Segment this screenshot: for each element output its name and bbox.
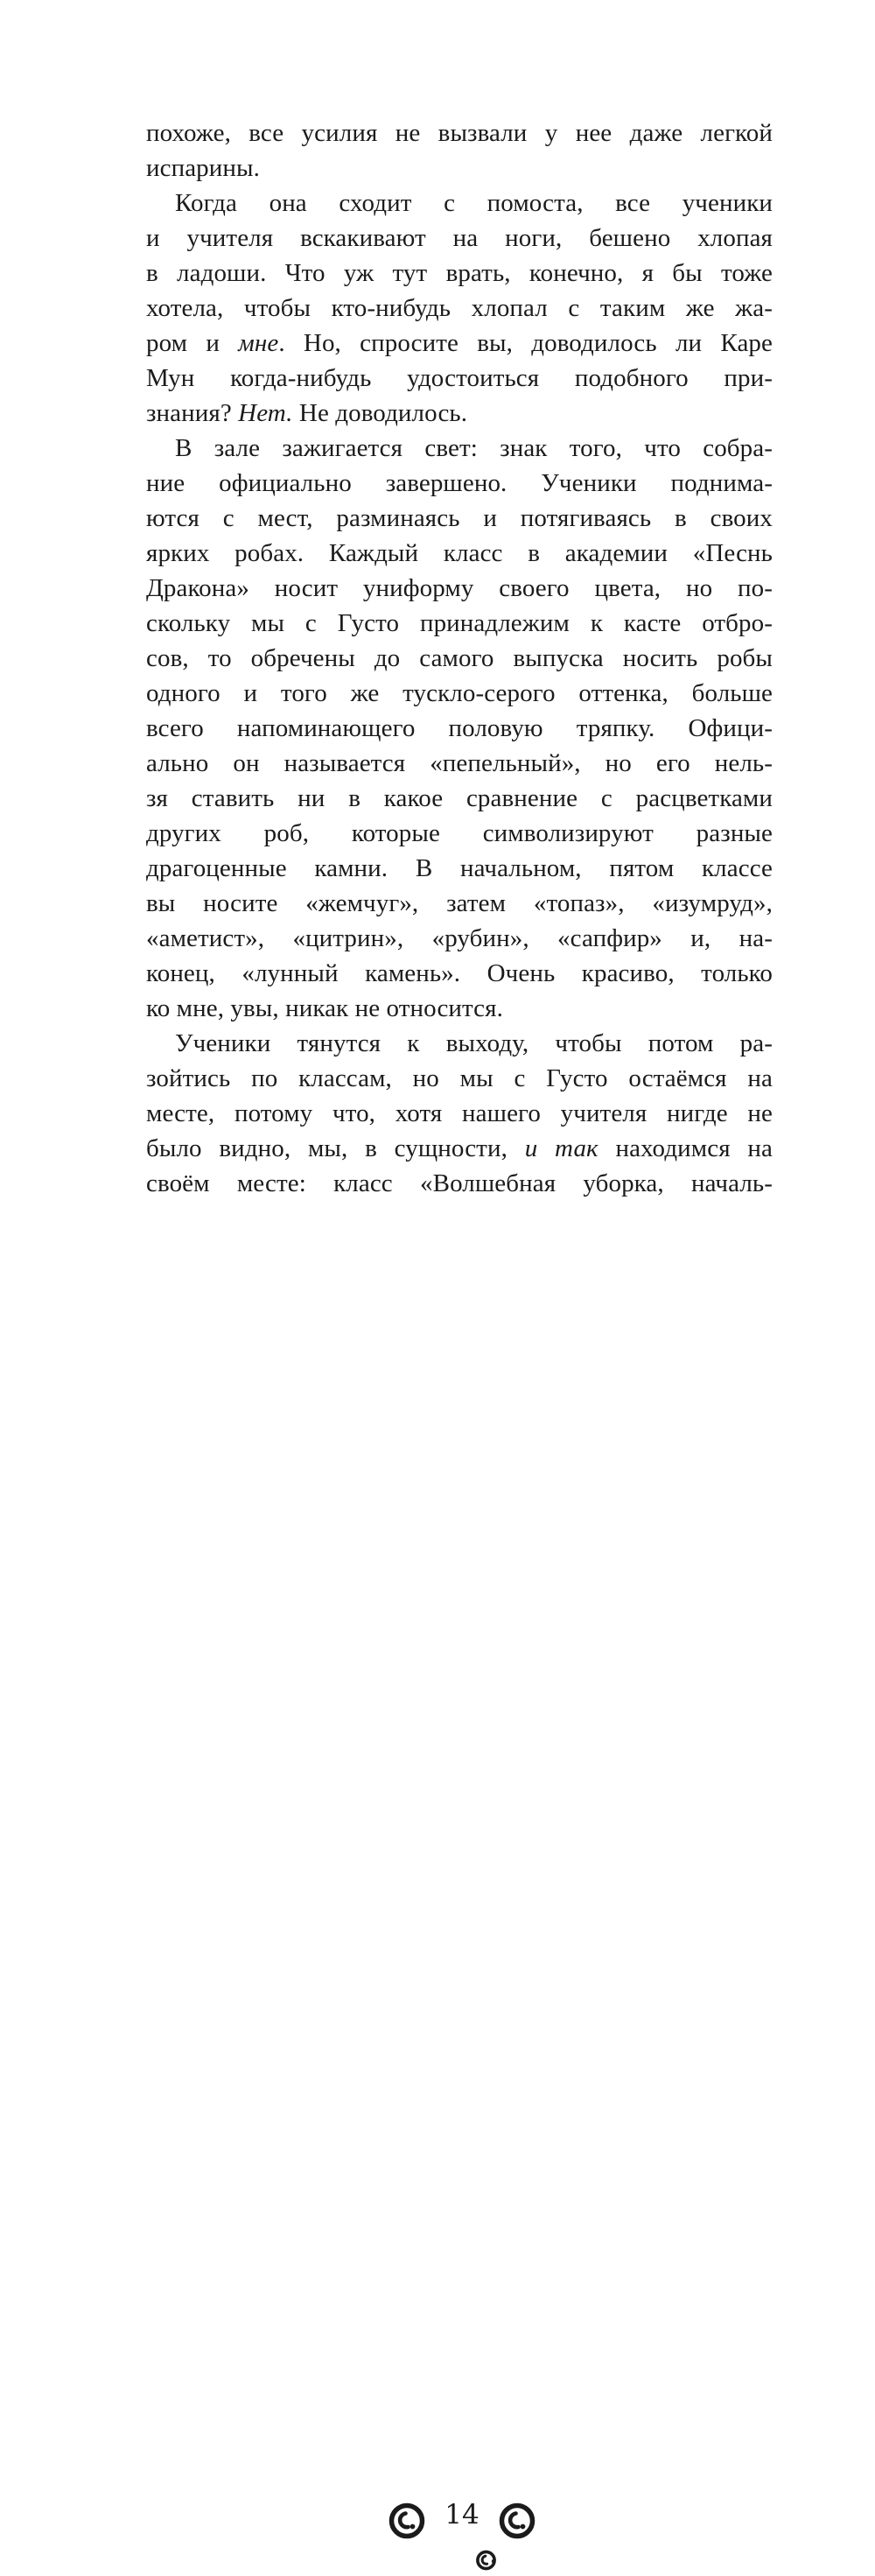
text-segment: ко мне, увы, никак не относится. bbox=[146, 994, 503, 1022]
text-segment: скольку мы с Густо принадлежим к касте отбро- bbox=[146, 609, 773, 637]
text-line bbox=[146, 431, 773, 466]
text-line bbox=[146, 886, 773, 921]
text-line bbox=[146, 501, 773, 536]
text-segment: ром и bbox=[146, 329, 239, 357]
text-segment: В зале зажигается свет: знак того, что собра- bbox=[175, 434, 773, 462]
text-line bbox=[146, 1131, 773, 1166]
text-segment: зя ставить ни в какое сравнение с расцветками bbox=[146, 784, 773, 812]
text-segment: зойтись по классам, но мы с Густо остаёмся на bbox=[146, 1064, 773, 1092]
text-line bbox=[146, 956, 773, 991]
text-line bbox=[146, 641, 773, 676]
text-line bbox=[146, 396, 773, 431]
text-segment: ются с мест, разминаясь и потягиваясь в своих bbox=[146, 504, 773, 532]
crescent-circle-left-icon bbox=[388, 2502, 425, 2544]
text-line bbox=[146, 1166, 773, 1201]
text-segment: похоже, все усилия не вызвали у нее даже легкой bbox=[146, 119, 773, 147]
text-line bbox=[146, 116, 773, 151]
text-segment: сов, то обречены до самого выпуска носить робы bbox=[146, 644, 773, 672]
text-segment: хотела, чтобы кто-нибудь хлопал с таким же жа- bbox=[146, 294, 773, 322]
text-line bbox=[146, 186, 773, 221]
text-line bbox=[146, 256, 773, 291]
text-line bbox=[146, 711, 773, 746]
text-segment: драгоценные камни. В начальном, пятом классе bbox=[146, 854, 773, 882]
text-line bbox=[146, 921, 773, 956]
text-line bbox=[146, 1026, 773, 1061]
text-segment: Когда она сходит с помоста, все ученики bbox=[175, 189, 773, 217]
italic-text-segment: мне bbox=[238, 329, 279, 357]
text-line bbox=[146, 816, 773, 851]
text-line bbox=[146, 291, 773, 326]
text-segment: ярких робах. Каждый класс в академии «Песнь bbox=[146, 539, 773, 567]
text-line bbox=[146, 221, 773, 256]
text-segment: своём месте: класс «Волшебная уборка, началь- bbox=[146, 1169, 773, 1197]
text-segment: испарины. bbox=[146, 154, 260, 182]
text-segment: . Но, спросите вы, доводилось ли Каре bbox=[278, 329, 774, 357]
text-line bbox=[146, 571, 773, 606]
text-segment: Не доводилось. bbox=[292, 399, 468, 427]
text-segment: Ученики тянутся к выходу, чтобы потом ра- bbox=[175, 1029, 773, 1057]
text-line bbox=[146, 1061, 773, 1096]
text-line bbox=[146, 606, 773, 641]
text-segment: ально он называется «пепельный», но его нель- bbox=[146, 749, 773, 777]
text-segment: Дракона» носит униформу своего цвета, но по- bbox=[146, 574, 773, 602]
text-line bbox=[146, 466, 773, 501]
text-line bbox=[146, 851, 773, 886]
text-segment: вы носите «жемчуг», затем «топаз», «изумруд», bbox=[146, 889, 773, 917]
text-segment: месте, потому что, хотя нашего учителя нигде не bbox=[146, 1099, 773, 1127]
text-segment: и учителя вскакивают на ноги, бешено хлопая bbox=[146, 224, 773, 252]
crescent-circle-right-icon bbox=[499, 2502, 536, 2544]
text-line bbox=[146, 326, 773, 361]
text-line bbox=[146, 991, 773, 1026]
text-segment: было видно, мы, в сущности, bbox=[146, 1134, 525, 1162]
italic-text-segment: и так bbox=[524, 1134, 598, 1162]
text-line bbox=[146, 781, 773, 816]
text-line bbox=[146, 746, 773, 781]
text-segment: находимся на bbox=[598, 1134, 774, 1162]
text-segment: знания? bbox=[146, 399, 239, 427]
text-segment: одного и того же тускло-серого оттенка, больше bbox=[146, 679, 773, 707]
text-segment: конец, «лунный камень». Очень красиво, только bbox=[146, 959, 773, 987]
text-segment: в ладоши. Что уж тут врать, конечно, я бы тоже bbox=[146, 259, 773, 287]
text-line bbox=[146, 151, 773, 186]
text-segment: Мун когда-нибудь удостоиться подобного при- bbox=[146, 364, 773, 392]
text-segment: всего напоминающего половую тряпку. Офици- bbox=[146, 714, 773, 742]
text-line bbox=[146, 1096, 773, 1131]
crescent-circle-small-icon bbox=[475, 2549, 498, 2576]
text-line bbox=[146, 536, 773, 571]
page-text bbox=[146, 116, 773, 1201]
text-segment: «аметист», «цитрин», «рубин», «сапфир» и, на- bbox=[146, 924, 773, 952]
italic-text-segment: Нет. bbox=[238, 399, 293, 427]
text-segment: других роб, которые символизируют разные bbox=[146, 819, 773, 847]
page-footer bbox=[0, 1247, 875, 2530]
text-line bbox=[146, 361, 773, 396]
text-line bbox=[146, 676, 773, 711]
page-number: 14 bbox=[444, 2499, 480, 2530]
text-segment: ние официально завершено. Ученики поднима- bbox=[146, 469, 773, 497]
